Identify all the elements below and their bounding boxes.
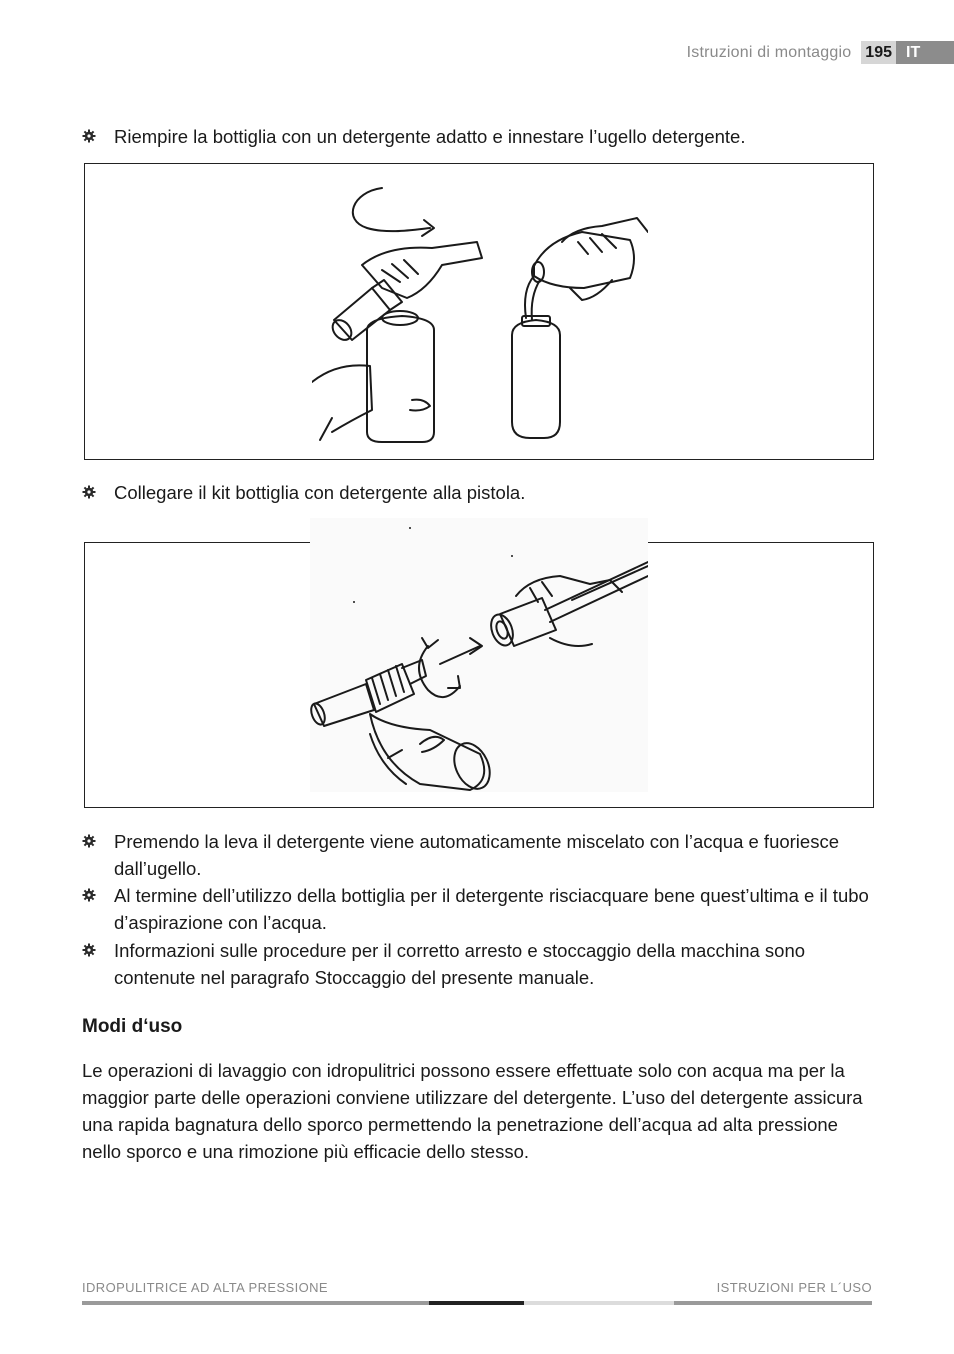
footer-product-name: IDROPULITRICE AD ALTA PRESSIONE — [82, 1280, 328, 1295]
gear-bullet-icon — [82, 943, 96, 957]
gear-bullet-icon — [82, 888, 96, 902]
bullet-item — [82, 479, 882, 506]
footer-rule-segment — [674, 1301, 872, 1305]
bullet-text: Informazioni sulle procedure per il corretto arresto e stoccaggio della macchina sono contenute nel paragrafo Stoccaggio del presente manuale. — [114, 940, 806, 988]
bullet-item — [82, 828, 882, 882]
bullet-text: Premendo la leva il detergente viene automaticamente miscelato con l’acqua e fuoriesce dall’ugello. — [114, 831, 839, 879]
page-header — [687, 41, 954, 64]
bullet-text: Al termine dell’utilizzo della bottiglia per il detergente risciacquare bene quest’ultima e il tubo d’aspirazione con l’acqua. — [114, 885, 869, 933]
language-badge: IT — [896, 41, 954, 64]
gear-bullet-icon — [82, 129, 96, 143]
bullet-text: Collegare il kit bottiglia con detergente alla pistola. — [114, 482, 526, 503]
gear-bullet-icon — [82, 834, 96, 848]
fill-bottle-illustration — [312, 170, 648, 444]
footer-rule-segment — [524, 1301, 674, 1305]
section-heading: Modi d‘uso — [82, 1016, 183, 1037]
section-paragraph: Le operazioni di lavaggio con idropulitrici possono essere effettuate solo con acqua ma per la maggior parte delle operazioni conviene utilizzare del detergente. L’uso del detergente assicura una rapida bagnatura dello sporco permettendo la penetrazione dell’acqua ad alta pressione nello sporco e una rimozione più efficacie dello stesso. — [82, 1060, 863, 1162]
bullet-item — [82, 937, 882, 991]
footer-document-type: ISTRUZIONI PER L´USO — [716, 1280, 872, 1295]
attach-bottle-to-gun-illustration — [310, 518, 648, 792]
bullet-item — [82, 882, 882, 936]
section-title: Istruzioni di montaggio — [686, 43, 852, 61]
bullet-item — [82, 123, 882, 150]
bullet-text: Riempire la bottiglia con un detergente adatto e innestare l’ugello detergente. — [114, 126, 746, 147]
gear-bullet-icon — [82, 485, 96, 499]
footer-rule-segment — [429, 1301, 524, 1305]
footer-rule-segment — [82, 1301, 429, 1305]
page-number: 195 — [861, 41, 896, 64]
